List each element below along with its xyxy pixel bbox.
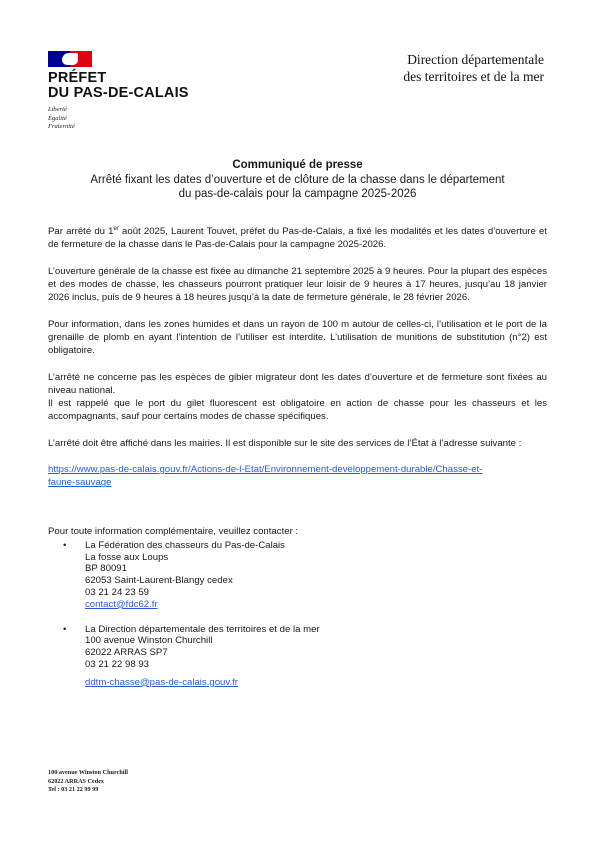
- title-line-2: du pas-de-calais pour la campagne 2025-2026: [178, 188, 417, 200]
- direction-line-1: Direction départementale: [407, 52, 544, 67]
- paragraph-opening-dates: L’ouverture générale de la chasse est fixée au dimanche 21 septembre 2025 à 9 heures. Pour la plupart des espèces et des modes de chasse, les chasseurs pourront pratiquer leur loisir de 9 heures à 17 heures, jusqu’au 18 janvier 2026 inclus, puis de 9 heures à 18 heures jusqu’à la date de fermeture générale, le 28 février 2026.: [48, 265, 547, 304]
- contact-ddtm: • La Direction départementale des territoires et de la mer 100 avenue Winston Churchill 62022 ARRAS SP7 03 21 22 98 93 ddtm-chasse@pas-de-calais.gouv.fr: [48, 624, 547, 689]
- paragraph-vest: Il est rappelé que le port du gilet fluorescent est obligatoire en action de chasse pour les chasseurs et les accompagnants, sauf pour certains modes de chasse spécifiques.: [48, 398, 547, 423]
- issuing-department: [403, 51, 544, 85]
- contacts-intro: Pour toute information complémentaire, veuillez contacter :: [48, 526, 299, 537]
- logo-text: [48, 71, 189, 101]
- republic-motto: [48, 106, 189, 132]
- document-body: [48, 223, 547, 490]
- title-line-1: Arrêté fixant les dates d’ouverture et de clôture de la chasse dans le département: [90, 173, 505, 186]
- marianne-flag-icon: [48, 51, 92, 67]
- press-release-label: Communiqué de presse: [232, 159, 363, 171]
- prefet-logo: [48, 51, 189, 132]
- document-title: [40, 158, 555, 202]
- contact-fdc62: • La Fédération des chasseurs du Pas-de-Calais La fosse aux Loups BP 80091 62053 Saint-Laurent-Blangy cedex 03 21 24 23 59 contact@fdc62.fr: [48, 540, 547, 611]
- paragraph-lead-shot: Pour information, dans les zones humides et dans un rayon de 100 m autour de celles-ci, l’utilisation et le port de la grenaille de plomb en ayant l’intention de l’utiliser est interdite. L’utilisation de munitions de substitution (n°2) est obligatoire.: [48, 318, 547, 357]
- paragraph-intro: Par arrêté du 1er août 2025, Laurent Touvet, préfet du Pas-de-Calais, a fixé les modalités et les dates d’ouverture et de fermeture de la chasse dans le Pas-de-Calais pour la campagne 2025-2026.: [48, 226, 547, 251]
- bullet-icon: •: [63, 539, 67, 551]
- direction-line-2: des territoires et de la mer: [403, 69, 544, 84]
- fdc62-email-link[interactable]: contact@fdc62.fr: [85, 598, 158, 610]
- motto-fraternite: Fraternité: [48, 123, 75, 130]
- contacts-section: [48, 526, 547, 689]
- bullet-icon: •: [63, 623, 67, 635]
- logo-line-2: DU PAS-DE-CALAIS: [48, 85, 189, 101]
- paragraph-availability: L’arrêté doit être affiché dans les mairies. Il est disponible sur le site des services de l’État à l’adresse suivante :: [48, 437, 522, 449]
- ddtm-email-link[interactable]: ddtm-chasse@pas-de-calais.gouv.fr: [85, 676, 238, 688]
- paragraph-migratory: L’arrêté ne concerne pas les espèces de gibier migrateur dont les dates d’ouverture et de fermeture sont fixées au niveau national.: [48, 371, 547, 396]
- logo-line-1: PRÉFET: [48, 70, 107, 86]
- footer-address: 100 avenue Winston Churchill 62022 ARRAS Cedex Tel : 03 21 22 99 99: [48, 769, 128, 793]
- motto-liberte: Liberté: [48, 106, 67, 113]
- prefecture-url-link[interactable]: https://www.pas-de-calais.gouv.fr/Actions-de-l-Etat/Environnement-developpement-durable/Chasse-et- faune-sauvage: [48, 464, 483, 489]
- motto-egalite: Égalité: [48, 114, 67, 122]
